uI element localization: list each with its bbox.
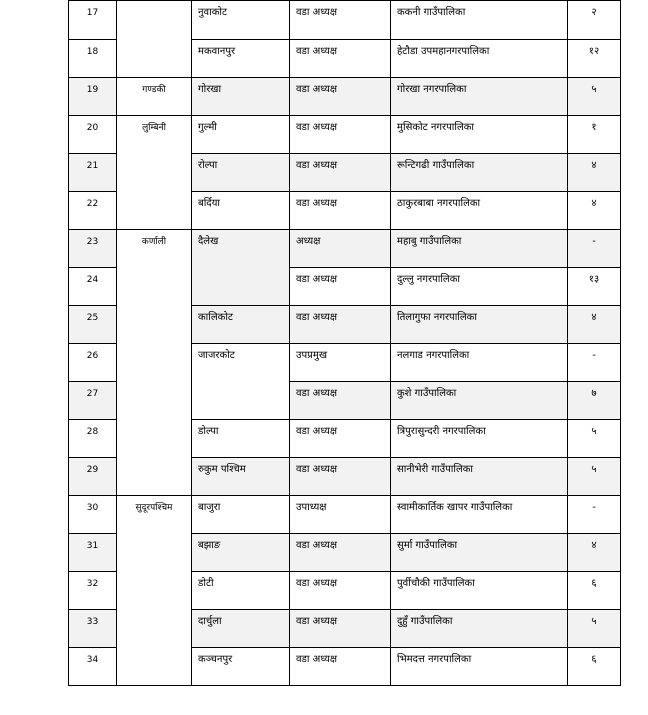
palika-cell: स्वामीकार्तिक खापर गाउँपालिका bbox=[391, 496, 568, 534]
palika-cell: दुल्लु नगरपालिका bbox=[391, 268, 568, 306]
district-cell: गुल्मी bbox=[192, 116, 290, 154]
province-cell: कर्णाली bbox=[117, 230, 192, 496]
ward-cell: १३ bbox=[568, 268, 621, 306]
post-cell: वडा अध्यक्ष bbox=[290, 306, 391, 344]
palika-cell: सुर्मा गाउँपालिका bbox=[391, 534, 568, 572]
province-cell: सुदूरपश्चिम bbox=[117, 496, 192, 686]
post-cell: वडा अध्यक्ष bbox=[290, 40, 391, 78]
post-cell: वडा अध्यक्ष bbox=[290, 192, 391, 230]
palika-cell: रून्टिगढी गाउँपालिका bbox=[391, 154, 568, 192]
district-cell: गोरखा bbox=[192, 78, 290, 116]
ward-cell: ४ bbox=[568, 154, 621, 192]
serial-cell: 18 bbox=[69, 40, 117, 78]
palika-cell: पुर्वीचौकी गाउँपालिका bbox=[391, 572, 568, 610]
serial-cell: 23 bbox=[69, 230, 117, 268]
district-cell: डोल्पा bbox=[192, 420, 290, 458]
post-cell: वडा अध्यक्ष bbox=[290, 1, 391, 40]
post-cell: उपप्रमुख bbox=[290, 344, 391, 382]
serial-cell: 24 bbox=[69, 268, 117, 306]
district-cell: रोल्पा bbox=[192, 154, 290, 192]
serial-cell: 25 bbox=[69, 306, 117, 344]
palika-cell: हेटौडा उपमहानगरपालिका bbox=[391, 40, 568, 78]
post-cell: वडा अध्यक्ष bbox=[290, 610, 391, 648]
palika-cell: दुहुँ गाउँपालिका bbox=[391, 610, 568, 648]
palika-cell: त्रिपुरासुन्दरी नगरपालिका bbox=[391, 420, 568, 458]
province-cell: लुम्बिनी bbox=[117, 116, 192, 230]
district-cell: रुकुम पश्चिम bbox=[192, 458, 290, 496]
ward-cell: ५ bbox=[568, 458, 621, 496]
post-cell: वडा अध्यक्ष bbox=[290, 648, 391, 686]
serial-cell: 26 bbox=[69, 344, 117, 382]
serial-cell: 32 bbox=[69, 572, 117, 610]
ward-cell: - bbox=[568, 230, 621, 268]
serial-cell: 34 bbox=[69, 648, 117, 686]
palika-cell: महाबु गाउँपालिका bbox=[391, 230, 568, 268]
table-row bbox=[69, 78, 621, 116]
district-cell: बाजुरा bbox=[192, 496, 290, 534]
table-row bbox=[69, 116, 621, 154]
district-cell: कालिकोट bbox=[192, 306, 290, 344]
palika-cell: ककनी गाउँपालिका bbox=[391, 1, 568, 40]
district-cell: बझाङ bbox=[192, 534, 290, 572]
post-cell: वडा अध्यक्ष bbox=[290, 458, 391, 496]
serial-cell: 21 bbox=[69, 154, 117, 192]
election-results-table bbox=[68, 0, 621, 686]
ward-cell: १ bbox=[568, 116, 621, 154]
ward-cell: - bbox=[568, 344, 621, 382]
ward-cell: ४ bbox=[568, 534, 621, 572]
palika-cell: सानीभेरी गाउँपालिका bbox=[391, 458, 568, 496]
post-cell: वडा अध्यक्ष bbox=[290, 78, 391, 116]
palika-cell: कुशे गाउँपालिका bbox=[391, 382, 568, 420]
post-cell: वडा अध्यक्ष bbox=[290, 534, 391, 572]
ward-cell: ५ bbox=[568, 420, 621, 458]
palika-cell: मुसिकोट नगरपालिका bbox=[391, 116, 568, 154]
serial-cell: 22 bbox=[69, 192, 117, 230]
ward-cell: ५ bbox=[568, 78, 621, 116]
post-cell: वडा अध्यक्ष bbox=[290, 116, 391, 154]
district-cell: दार्चुला bbox=[192, 610, 290, 648]
post-cell: वडा अध्यक्ष bbox=[290, 154, 391, 192]
post-cell: वडा अध्यक्ष bbox=[290, 382, 391, 420]
district-cell: नुवाकोट bbox=[192, 1, 290, 40]
table-row bbox=[69, 230, 621, 268]
serial-cell: 27 bbox=[69, 382, 117, 420]
district-cell: मकवानपुर bbox=[192, 40, 290, 78]
ward-cell: ७ bbox=[568, 382, 621, 420]
post-cell: उपाध्यक्ष bbox=[290, 496, 391, 534]
serial-cell: 28 bbox=[69, 420, 117, 458]
palika-cell: नलगाड नगरपालिका bbox=[391, 344, 568, 382]
table-row bbox=[69, 496, 621, 534]
palika-cell: भिमदत्त नगरपालिका bbox=[391, 648, 568, 686]
serial-cell: 19 bbox=[69, 78, 117, 116]
post-cell: वडा अध्यक्ष bbox=[290, 268, 391, 306]
post-cell: अध्यक्ष bbox=[290, 230, 391, 268]
palika-cell: तिलागुफा नगरपालिका bbox=[391, 306, 568, 344]
ward-cell: ६ bbox=[568, 648, 621, 686]
palika-cell: गोरखा नगरपालिका bbox=[391, 78, 568, 116]
palika-cell: ठाकुरबाबा नगरपालिका bbox=[391, 192, 568, 230]
serial-cell: 33 bbox=[69, 610, 117, 648]
ward-cell: ६ bbox=[568, 572, 621, 610]
district-cell: दैलेख bbox=[192, 230, 290, 306]
serial-cell: 17 bbox=[69, 1, 117, 40]
province-cell bbox=[117, 1, 192, 78]
serial-cell: 30 bbox=[69, 496, 117, 534]
serial-cell: 29 bbox=[69, 458, 117, 496]
ward-cell: १२ bbox=[568, 40, 621, 78]
serial-cell: 31 bbox=[69, 534, 117, 572]
district-cell: बर्दिया bbox=[192, 192, 290, 230]
table-row bbox=[69, 1, 621, 40]
district-cell: जाजरकोट bbox=[192, 344, 290, 420]
district-cell: डोटी bbox=[192, 572, 290, 610]
post-cell: वडा अध्यक्ष bbox=[290, 572, 391, 610]
ward-cell: २ bbox=[568, 1, 621, 40]
serial-cell: 20 bbox=[69, 116, 117, 154]
district-cell: कञ्चनपुर bbox=[192, 648, 290, 686]
ward-cell: ५ bbox=[568, 610, 621, 648]
ward-cell: ४ bbox=[568, 306, 621, 344]
ward-cell: ४ bbox=[568, 192, 621, 230]
province-cell: गण्डकी bbox=[117, 78, 192, 116]
ward-cell: - bbox=[568, 496, 621, 534]
post-cell: वडा अध्यक्ष bbox=[290, 420, 391, 458]
